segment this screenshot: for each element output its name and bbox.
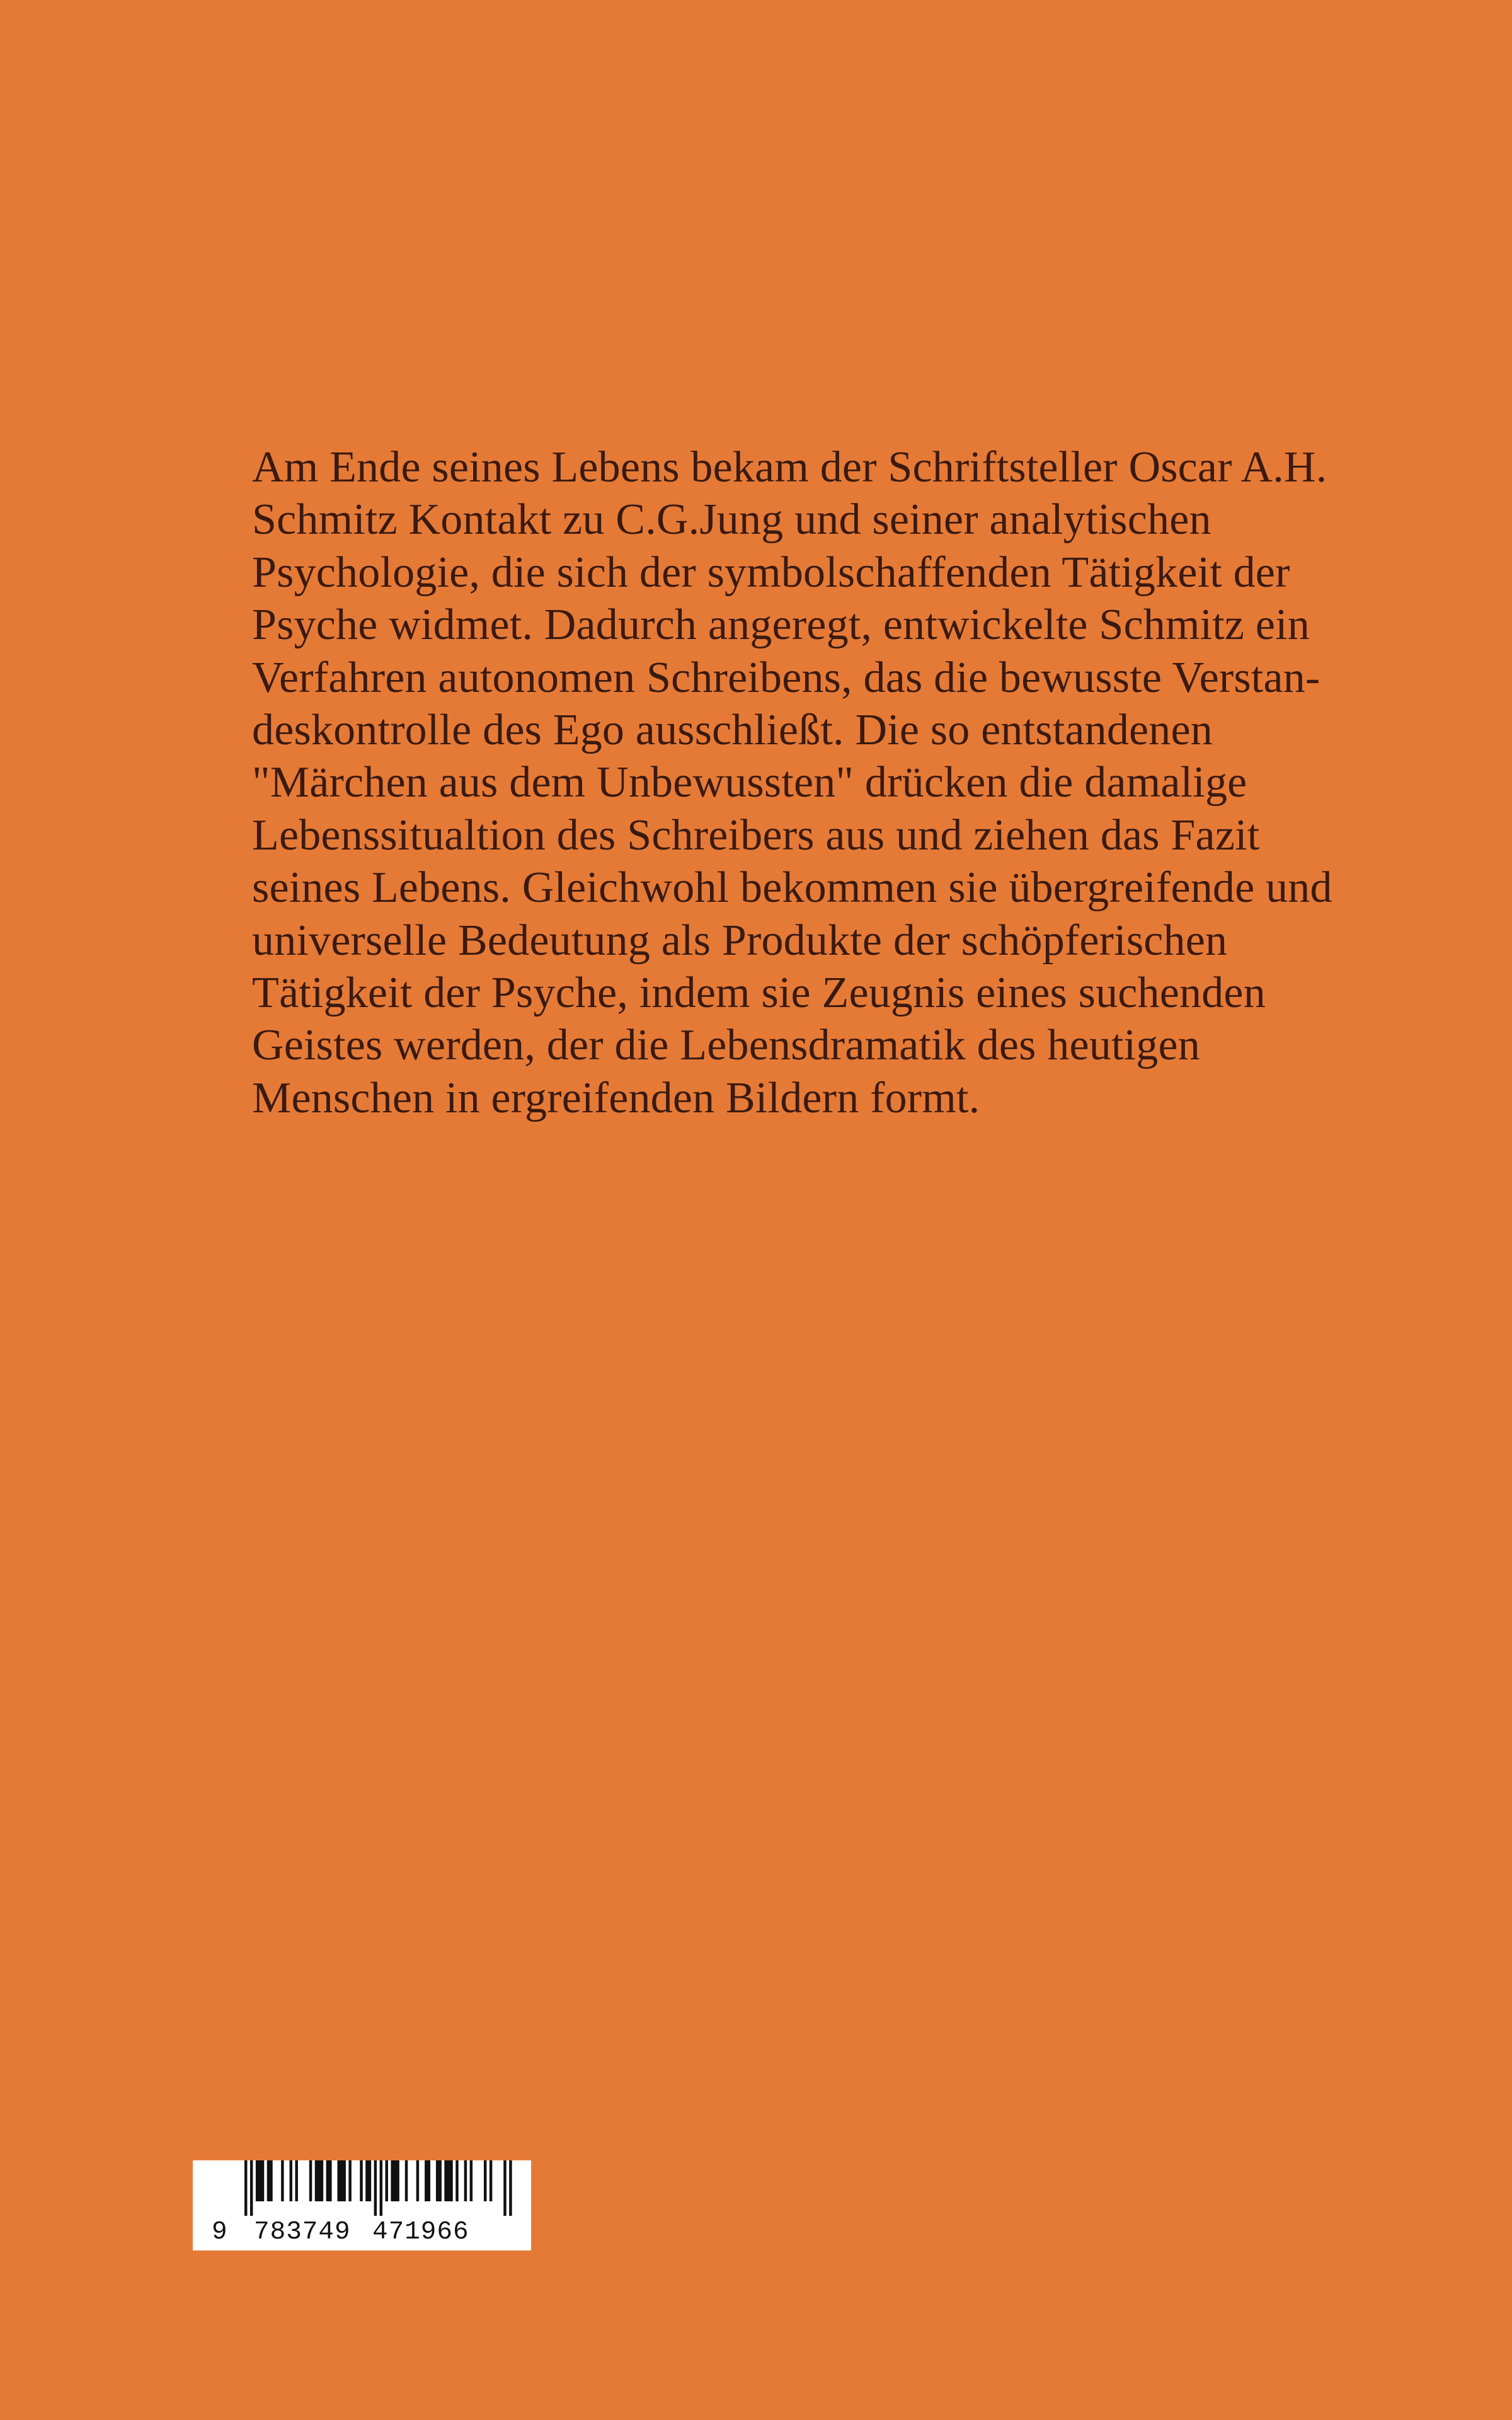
barcode-bar <box>360 2160 362 2201</box>
barcode-bar <box>425 2160 430 2201</box>
barcode-bar <box>348 2160 351 2201</box>
barcode-bar <box>386 2160 388 2201</box>
barcode-bar <box>470 2160 472 2201</box>
blurb-text <box>252 441 1424 1124</box>
barcode-guard-bar <box>380 2160 382 2216</box>
barcode-bar <box>391 2160 399 2201</box>
barcode-bar <box>444 2160 452 2201</box>
barcode-bar <box>281 2160 284 2201</box>
barcode-bar <box>315 2160 323 2201</box>
barcode-bar <box>416 2160 419 2201</box>
barcode-digits-right: 471966 <box>372 2218 469 2247</box>
blurb-line: Psyche widmet. Dadurch angeregt, entwickelte Schmitz ein <box>252 601 1310 650</box>
barcode-digit-lead: 9 <box>212 2218 228 2247</box>
barcode-bar <box>338 2160 346 2201</box>
barcode-bar <box>484 2160 486 2201</box>
blurb-line: Verfahren autonomen Schreibens, das die bewusste Verstan- <box>252 653 1320 702</box>
blurb-line: Schmitz Kontakt zu C.G.Jung und seiner analytischen <box>252 495 1211 544</box>
blurb-line: Tätigkeit der Psyche, indem sie Zeugnis eines suchenden <box>252 969 1266 1018</box>
barcode-bar <box>436 2160 442 2201</box>
barcode-guard-bar <box>244 2160 247 2216</box>
barcode-bar <box>405 2160 408 2201</box>
barcode-bar <box>309 2160 312 2201</box>
barcode-guard-bar <box>509 2160 512 2216</box>
barcode-bar <box>326 2160 332 2201</box>
blurb-line: "Märchen aus dem Unbewussten" drücken die damalige <box>252 758 1247 807</box>
barcode-bar <box>464 2160 467 2201</box>
barcode-bars <box>193 2160 531 2250</box>
barcode-bar <box>290 2160 292 2201</box>
blurb-line: universelle Bedeutung als Produkte der schöpferischen <box>252 916 1228 965</box>
blurb-line: Psychologie, die sich der symbolschaffenden Tätigkeit der <box>252 548 1290 597</box>
blurb-line: Geistes werden, der die Lebensdramatik des heutigen <box>252 1021 1200 1070</box>
blurb-line: Menschen in ergreifenden Bildern formt. <box>252 1073 980 1122</box>
barcode-bar <box>365 2160 371 2201</box>
blurb-line: seines Lebens. Gleichwohl bekommen sie übergreifende und <box>252 863 1332 913</box>
barcode-guard-bar <box>503 2160 506 2216</box>
blurb-line: Lebenssitualtion des Schreibers aus und ziehen das Fazit <box>252 810 1260 860</box>
barcode-bar <box>490 2160 492 2201</box>
blurb-line: Am Ende seines Lebens bekam der Schriftsteller Oscar A.H. <box>252 443 1327 492</box>
barcode-bar <box>295 2160 297 2201</box>
blurb-line: deskontrolle des Ego ausschließt. Die so entstandenen <box>252 706 1213 755</box>
barcode-guard-bar <box>374 2160 377 2216</box>
barcode-bar <box>455 2160 458 2201</box>
barcode-guard-bar <box>250 2160 253 2216</box>
isbn-barcode <box>193 2160 531 2250</box>
barcode-bar <box>256 2160 264 2201</box>
barcode-bar <box>267 2160 273 2201</box>
barcode-digits-left: 783749 <box>254 2218 351 2247</box>
